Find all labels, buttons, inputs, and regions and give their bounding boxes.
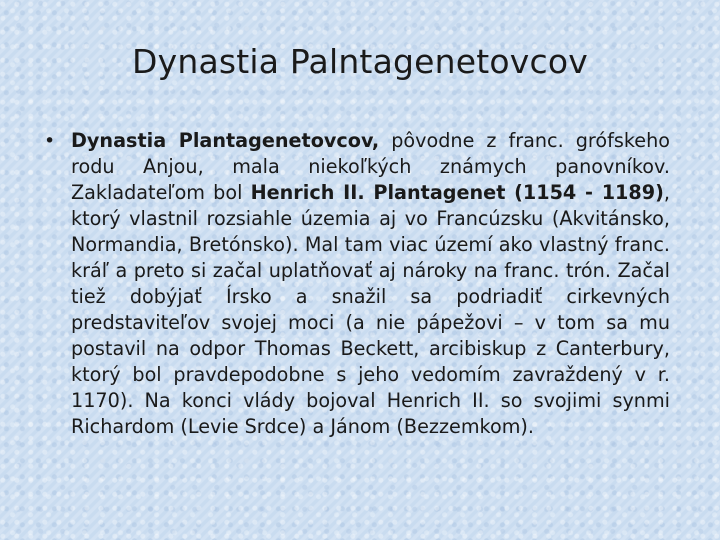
bullet-text: pôvodne z franc. grófskeho rodu Anjou, mala niekoľkých známych panovníkov. Zakladateľom bol: [71, 129, 670, 204]
bullet-text-bold: Dynastia Plantagenetovcov,: [71, 129, 380, 152]
bullet-text-bold: Henrich II. Plantagenet (1154 - 1189): [250, 181, 664, 204]
bullet-item: [36, 128, 670, 440]
slide-content: [36, 128, 670, 440]
bullet-marker-icon: •: [44, 130, 56, 152]
slide-title: Dynastia Palntagenetovcov: [132, 42, 588, 81]
bullet-text: , ktorý vlastnil rozsiahle územia aj vo Francúzsku (Akvitánsko, Normandia, Bretónsko). Mal tam viac území ako vlastný franc. kráľ a preto si začal uplatňovať aj nároky na franc. trón. Začal tiež dobýjať Írsko a snažil sa podriadiť cirkevných predstaviteľov svojej moci (a nie pápežovi – v tom sa mu postavil na odpor Thomas Beckett, arcibiskup z Canterbury, ktorý bol pravdepodobne s jeho vedomím zavraždený v r. 1170). Na konci vlády bojoval Henrich II. so svojimi synmi Richardom (Levie Srdce) a Jánom (Bezzemkom).: [71, 181, 670, 438]
